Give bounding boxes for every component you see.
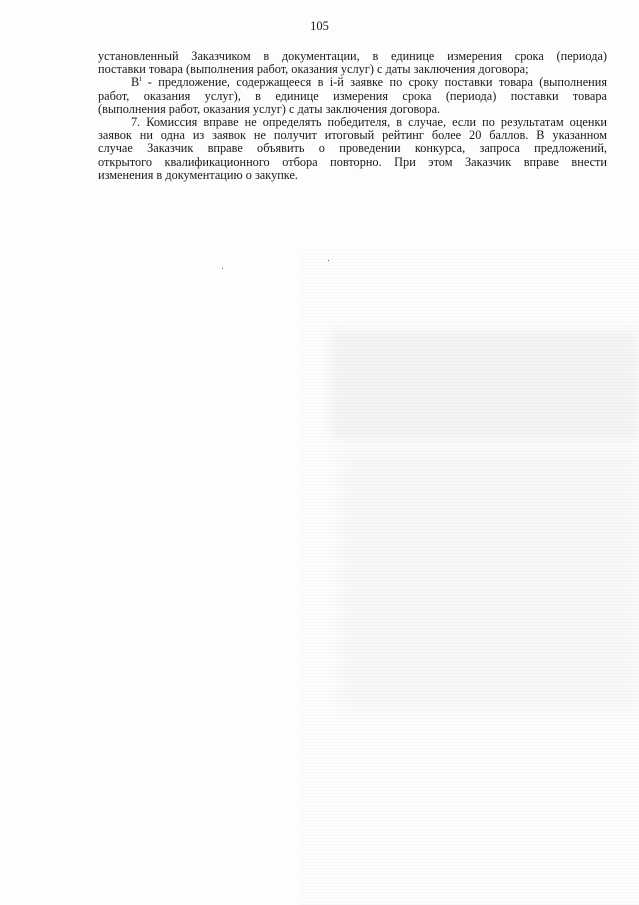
text-line	[98, 76, 607, 89]
document-body	[98, 50, 607, 182]
text-line: 7. Комиссия вправе не определять победителя, в случае, если по результатам оценки	[131, 115, 607, 130]
text-line: заявок ни одна из заявок не получит итоговый рейтинг более 20 баллов. В указанном	[98, 128, 607, 143]
scan-speck	[328, 260, 329, 261]
page-number: 105	[310, 19, 329, 33]
paragraph-continuation	[98, 50, 607, 76]
text-line: (выполнения работ, оказания услуг) с даты заключения договора.	[98, 101, 441, 116]
formula-superscript: i	[139, 74, 142, 84]
paragraph-definition	[98, 76, 607, 116]
text-line: изменения в документацию о закупке.	[98, 167, 298, 182]
text-line: поставки товара (выполнения работ, оказания услуг) с даты заключения договора;	[98, 62, 529, 77]
scan-shading-band	[330, 330, 639, 440]
text-line: установленный Заказчиком в документации, в единице измерения срока (периода)	[98, 49, 607, 63]
text-line: случае Заказчик вправе объявить о проведении конкурса, запроса предложений,	[98, 141, 607, 156]
text-line: открытого квалификационного отбора повторно. При этом Заказчик вправе внести	[98, 154, 607, 169]
definition-text: - предложение, содержащееся в i-й заявке по сроку поставки товара (выполнения	[141, 75, 607, 90]
formula-symbol: B	[131, 75, 140, 90]
scan-shading-band-lower	[340, 450, 639, 710]
paragraph-item-7	[98, 116, 607, 182]
scan-speck	[222, 268, 223, 269]
text-line: работ, оказания услуг), в единице измерения срока (периода) поставки товара	[98, 88, 607, 103]
